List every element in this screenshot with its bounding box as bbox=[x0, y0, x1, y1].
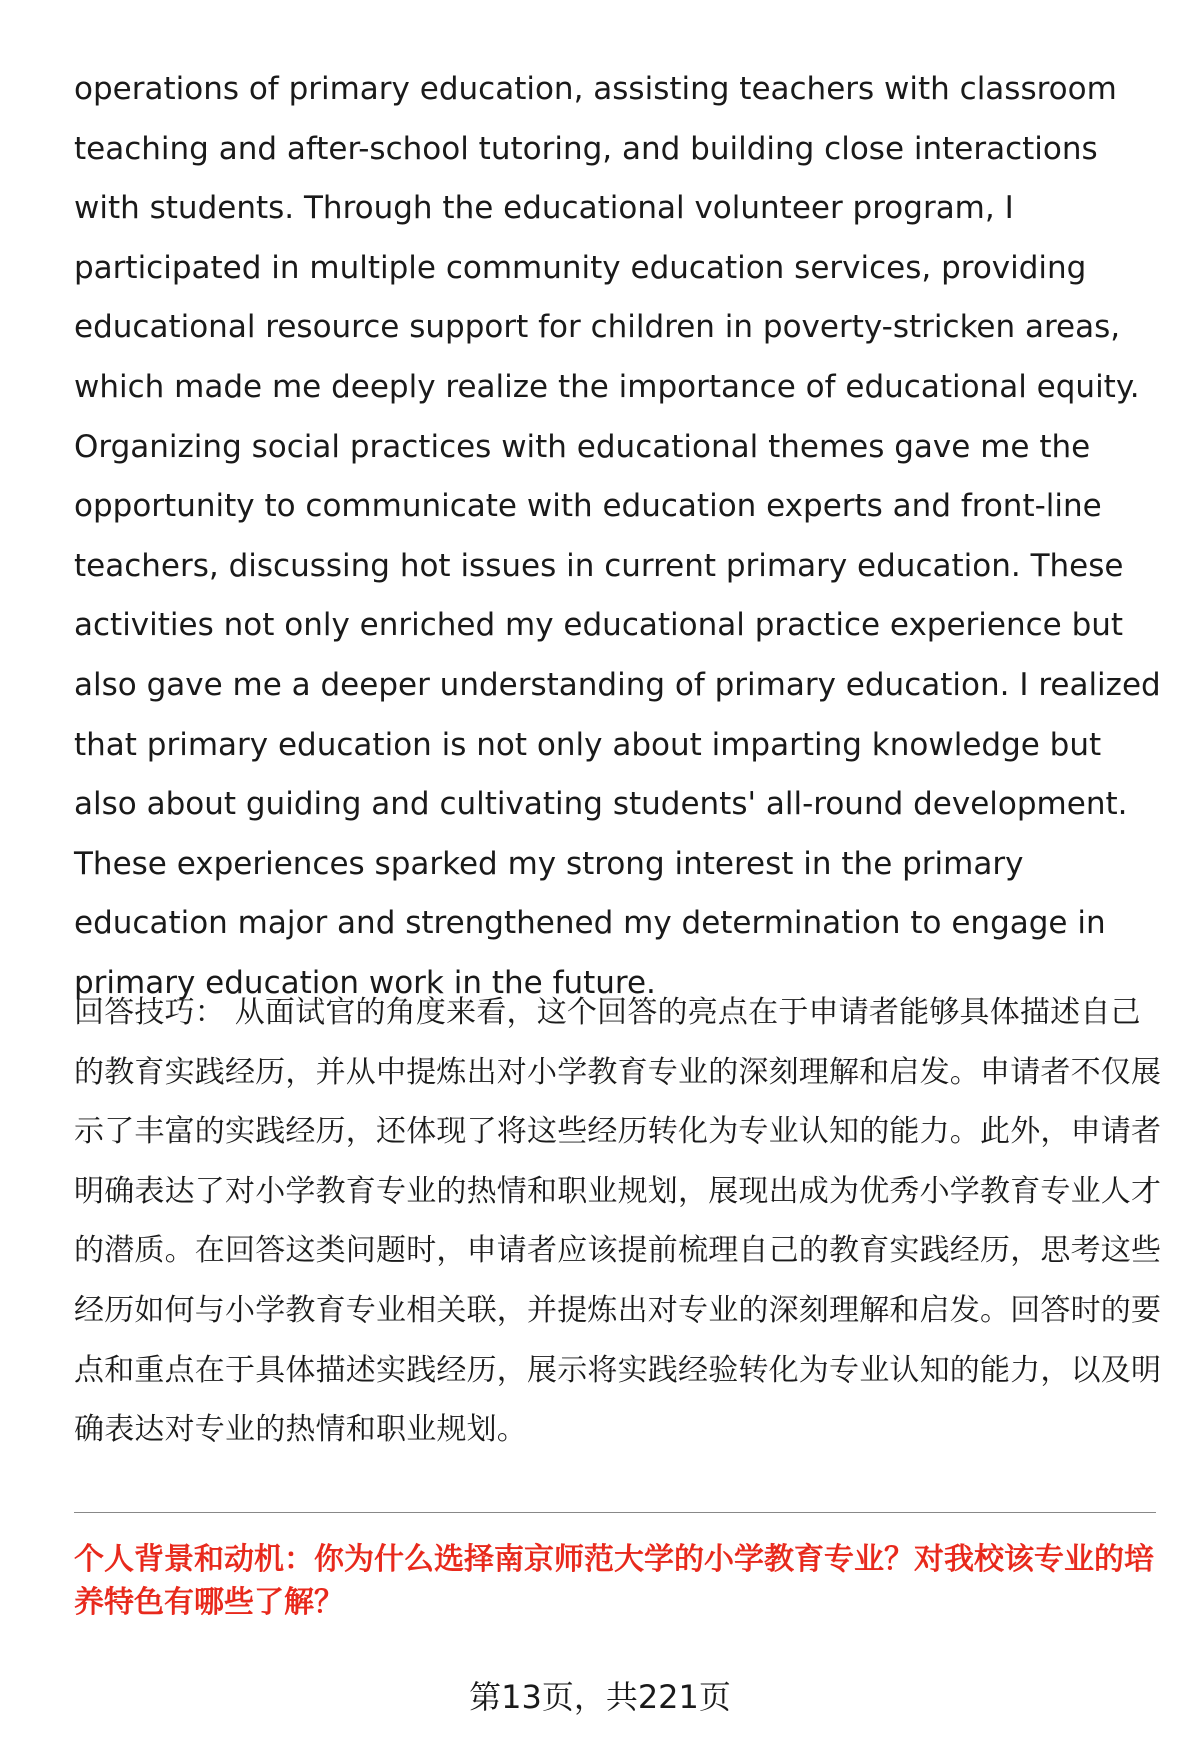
section-divider bbox=[74, 1512, 1156, 1513]
next-question-heading: 个人背景和动机：你为什么选择南京师范大学的小学教育专业？对我校该专业的培养特色有哪些了解？ bbox=[74, 1542, 1154, 1620]
answer-paragraph: operations of primary education, assisting teachers with classroom teaching and after-school tutoring, and building close interactions with students. Through the educational volunteer program, I participated in multiple community education services, providing educational resource support for children in poverty-stricken areas, which made me deeply realize the importance of educational equity. Organizing social practices with educational themes gave me the opportunity to communicate with education experts and front-line teachers, discussing hot issues in current primary education. These activities not only enriched my educational practice experience but also gave me a deeper understanding of primary education. I realized that primary education is not only about imparting knowledge but also about guiding and cultivating students' all-round development. These experiences sparked my strong interest in the primary education major and strengthened my determination to engage in primary education work in the future. bbox=[74, 71, 1161, 1001]
page-number-footer: 第13页，共221页 bbox=[469, 1678, 731, 1716]
answer-tips-paragraph: 回答技巧： 从面试官的角度来看，这个回答的亮点在于申请者能够具体描述自己的教育实践经历，并从中提炼出对小学教育专业的深刻理解和启发。申请者不仅展示了丰富的实践经历，还体现了将这些经历转化为专业认知的能力。此外，申请者明确表达了对小学教育专业的热情和职业规划，展现出成为优秀小学教育专业人才的潜质。在回答这类问题时，申请者应该提前梳理自己的教育实践经历，思考这些经历如何与小学教育专业相关联，并提炼出对专业的深刻理解和启发。回答时的要点和重点在于具体描述实践经历，展示将实践经验转化为专业认知的能力，以及明确表达对专业的热情和职业规划。 bbox=[74, 995, 1162, 1448]
